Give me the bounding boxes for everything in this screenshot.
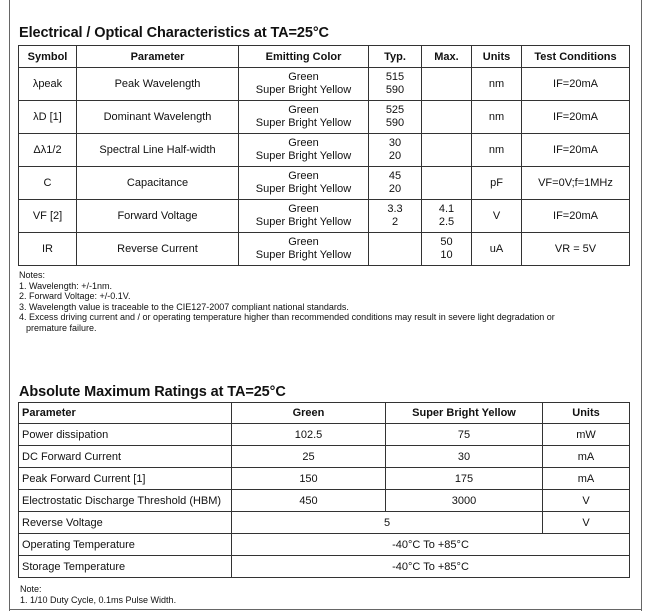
note-line: 1. 1/10 Duty Cycle, 0.1ms Pulse Width. <box>20 594 177 605</box>
parameter-cell: Capacitance <box>77 167 239 200</box>
header-green: Green <box>232 403 386 424</box>
table-row <box>19 134 630 167</box>
test-conditions-cell: IF=20mA <box>522 101 630 134</box>
max-cell <box>422 134 472 167</box>
header-test-conditions: Test Conditions <box>522 46 630 68</box>
abs-max-notes <box>20 584 176 605</box>
color-green: Green <box>288 170 319 182</box>
test-conditions-cell: IF=20mA <box>522 200 630 233</box>
emitting-color-cell <box>239 101 369 134</box>
max-green: 4.1 <box>438 203 455 215</box>
color-yellow: Super Bright Yellow <box>255 150 352 162</box>
color-yellow: Super Bright Yellow <box>255 117 352 129</box>
yellow-cell: 3000 <box>386 490 543 512</box>
param-cell: DC Forward Current <box>19 446 232 468</box>
max-cell <box>422 167 472 200</box>
param-cell: Reverse Voltage <box>19 512 232 534</box>
header-emitting-color: Emitting Color <box>239 46 369 68</box>
header-parameter: Parameter <box>77 46 239 68</box>
emitting-color-cell <box>239 200 369 233</box>
color-yellow: Super Bright Yellow <box>255 84 352 96</box>
note-line: 1. Wavelength: +/-1nm. <box>19 280 112 291</box>
typ-yellow: 590 <box>385 84 405 96</box>
typ-yellow: 20 <box>388 183 402 195</box>
parameter-cell: Reverse Current <box>77 233 239 266</box>
emitting-color-cell <box>239 134 369 167</box>
param-cell: Power dissipation <box>19 424 232 446</box>
typ-cell <box>369 134 422 167</box>
symbol-cell: VF [2] <box>19 200 77 233</box>
emitting-color-cell <box>239 167 369 200</box>
table-row <box>19 512 630 534</box>
electro-optical-notes <box>19 270 555 333</box>
table-row <box>19 468 630 490</box>
param-cell: Electrostatic Discharge Threshold (HBM) <box>19 490 232 512</box>
typ-yellow: 590 <box>385 117 405 129</box>
max-cell <box>422 101 472 134</box>
typ-yellow: 2 <box>391 216 399 228</box>
color-yellow: Super Bright Yellow <box>255 183 352 195</box>
typ-green: 3.3 <box>387 203 403 215</box>
table-row <box>19 556 630 578</box>
abs-max-title: Absolute Maximum Ratings at TA=25°C <box>19 384 286 400</box>
table-row <box>19 101 630 134</box>
color-yellow: Super Bright Yellow <box>255 216 352 228</box>
typ-cell <box>369 233 422 266</box>
symbol-cell: Δλ1/2 <box>19 134 77 167</box>
green-cell: 25 <box>232 446 386 468</box>
note-line: 4. Excess driving current and / or operating temperature higher than recommended conditions may result in severe light degradation or <box>19 312 555 322</box>
table-row <box>19 200 630 233</box>
units-cell: nm <box>472 101 522 134</box>
table-row <box>19 233 630 266</box>
param-cell: Storage Temperature <box>19 556 232 578</box>
header-max: Max. <box>422 46 472 68</box>
param-cell: Peak Forward Current [1] <box>19 468 232 490</box>
abs-max-body <box>19 424 630 512</box>
note-line: 2. Forward Voltage: +/-0.1V. <box>19 291 131 301</box>
value-cell: -40°C To +85°C <box>232 556 630 578</box>
value-cell: -40°C To +85°C <box>232 534 630 556</box>
parameter-cell: Spectral Line Half-width <box>77 134 239 167</box>
color-green: Green <box>288 236 319 248</box>
yellow-cell: 30 <box>386 446 543 468</box>
table-row <box>19 68 630 101</box>
electro-optical-table <box>18 45 630 266</box>
typ-green: 45 <box>388 170 402 182</box>
table-row <box>19 534 630 556</box>
green-cell: 102.5 <box>232 424 386 446</box>
green-cell: 150 <box>232 468 386 490</box>
color-green: Green <box>288 71 319 83</box>
page-border-left <box>9 0 10 611</box>
abs-max-table <box>18 402 630 578</box>
max-yellow: 2.5 <box>438 216 455 228</box>
table-row <box>19 424 630 446</box>
color-yellow: Super Bright Yellow <box>255 249 352 261</box>
header-symbol: Symbol <box>19 46 77 68</box>
max-cell <box>422 233 472 266</box>
table-row <box>19 490 630 512</box>
parameter-cell: Dominant Wavelength <box>77 101 239 134</box>
page-border-right <box>641 0 642 611</box>
value-cell: 5 <box>232 512 543 534</box>
test-conditions-cell: VF=0V;f=1MHz <box>522 167 630 200</box>
test-conditions-cell: IF=20mA <box>522 134 630 167</box>
units-cell: mW <box>543 424 630 446</box>
table-header-row <box>19 46 630 68</box>
header-typ: Typ. <box>369 46 422 68</box>
symbol-cell: C <box>19 167 77 200</box>
max-cell <box>422 200 472 233</box>
units-cell: nm <box>472 68 522 101</box>
table-header-row <box>19 403 630 424</box>
emitting-color-cell <box>239 68 369 101</box>
note-line: premature failure. <box>26 322 97 333</box>
typ-yellow: 20 <box>388 150 402 162</box>
typ-cell <box>369 200 422 233</box>
max-green: 50 <box>440 236 453 248</box>
header-yellow: Super Bright Yellow <box>386 403 543 424</box>
header-units: Units <box>472 46 522 68</box>
color-green: Green <box>288 137 319 149</box>
test-conditions-cell: VR = 5V <box>522 233 630 266</box>
typ-green: 525 <box>385 104 405 116</box>
table-row <box>19 446 630 468</box>
note-line: 3. Wavelength value is traceable to the CIE127-2007 compliant national standards. <box>19 301 349 312</box>
page-border-bottom <box>9 609 642 610</box>
green-cell: 450 <box>232 490 386 512</box>
symbol-cell: λD [1] <box>19 101 77 134</box>
yellow-cell: 175 <box>386 468 543 490</box>
emitting-color-cell <box>239 233 369 266</box>
symbol-cell: IR <box>19 233 77 266</box>
typ-cell <box>369 68 422 101</box>
units-cell: V <box>543 512 630 534</box>
table-row <box>19 167 630 200</box>
units-cell: pF <box>472 167 522 200</box>
yellow-cell: 75 <box>386 424 543 446</box>
units-cell: uA <box>472 233 522 266</box>
param-cell: Operating Temperature <box>19 534 232 556</box>
typ-green: 515 <box>385 71 405 83</box>
test-conditions-cell: IF=20mA <box>522 68 630 101</box>
header-units: Units <box>543 403 630 424</box>
units-cell: nm <box>472 134 522 167</box>
max-cell <box>422 68 472 101</box>
units-cell: mA <box>543 446 630 468</box>
typ-cell <box>369 167 422 200</box>
typ-green: 30 <box>388 137 402 149</box>
symbol-cell: λpeak <box>19 68 77 101</box>
color-green: Green <box>288 104 319 116</box>
parameter-cell: Peak Wavelength <box>77 68 239 101</box>
color-green: Green <box>288 203 319 215</box>
header-parameter: Parameter <box>19 403 232 424</box>
units-cell: V <box>543 490 630 512</box>
typ-cell <box>369 101 422 134</box>
electro-optical-title: Electrical / Optical Characteristics at TA=25°C <box>19 25 329 41</box>
units-cell: V <box>472 200 522 233</box>
note-line: Notes: <box>19 270 46 280</box>
max-yellow: 10 <box>440 249 453 261</box>
parameter-cell: Forward Voltage <box>77 200 239 233</box>
note-line: Note: <box>20 584 42 594</box>
units-cell: mA <box>543 468 630 490</box>
